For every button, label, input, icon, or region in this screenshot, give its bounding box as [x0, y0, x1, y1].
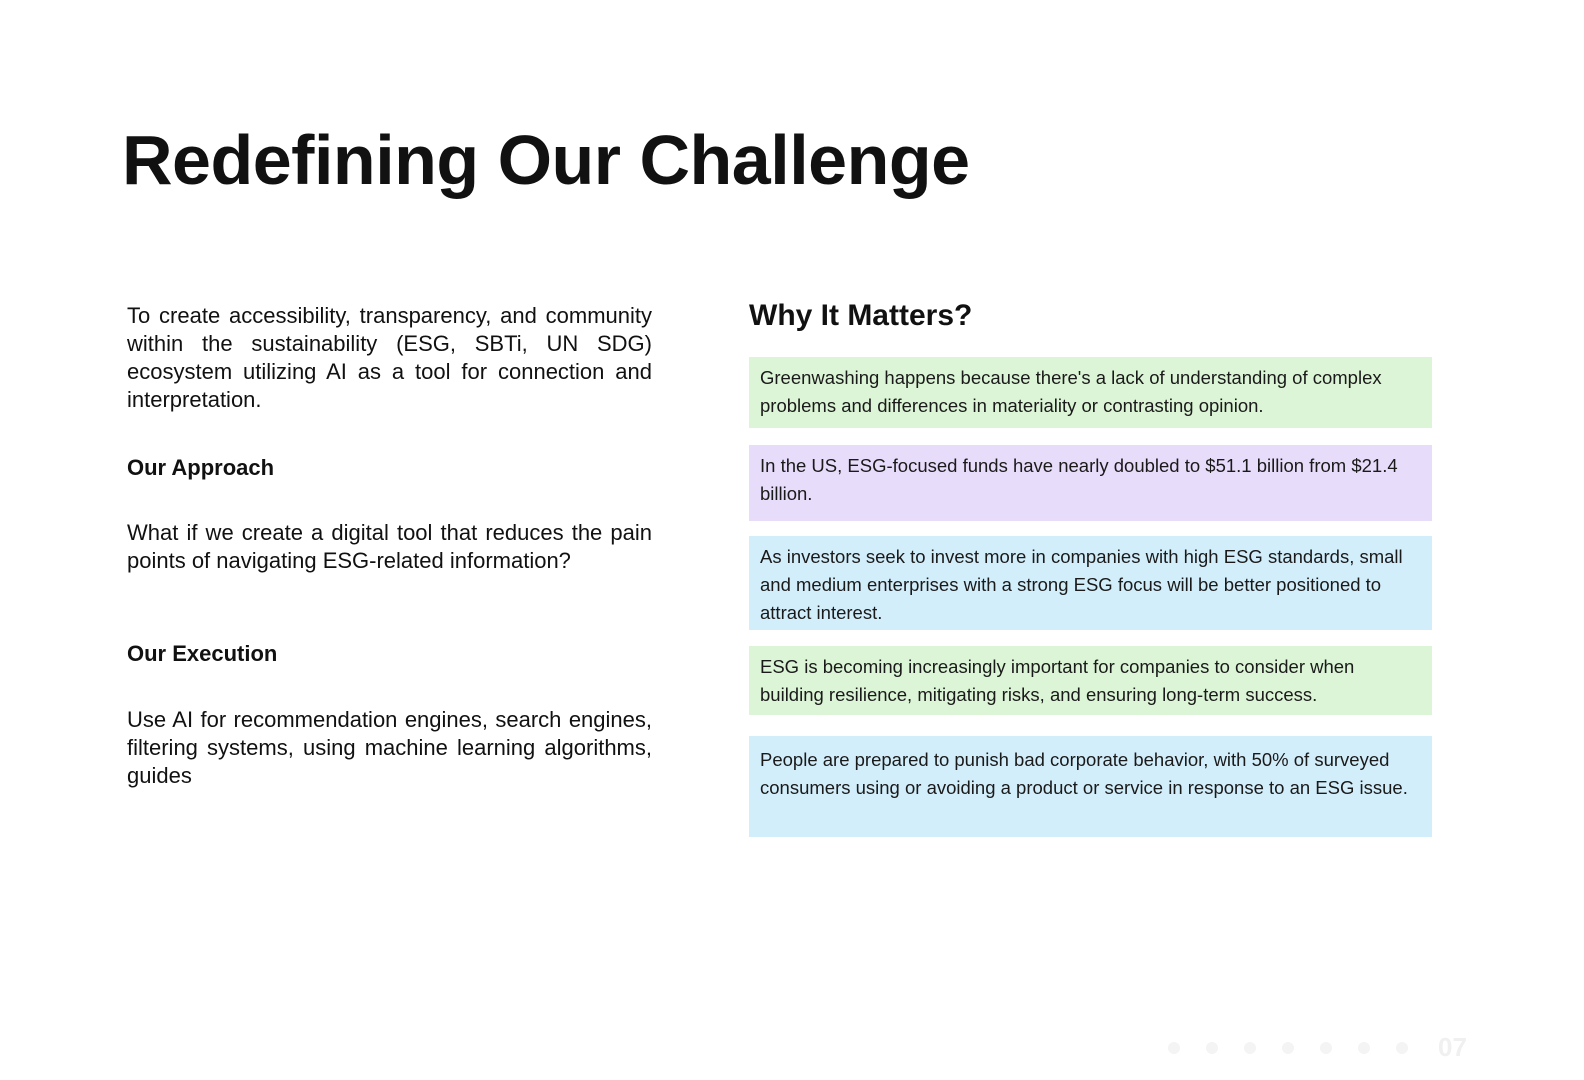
- approach-paragraph: What if we create a digital tool that reduces the pain points of navigating ESG-related information?: [127, 520, 652, 573]
- why-it-matters-heading: Why It Matters?: [749, 299, 973, 332]
- fact-box-investors: As investors seek to invest more in companies with high ESG standards, small and medium enterprises with a strong ESG focus will be better positioned to attract interest.: [749, 536, 1432, 630]
- page-number: 07: [1438, 1032, 1467, 1062]
- fact-box-consumers: People are prepared to punish bad corporate behavior, with 50% of surveyed consumers using or avoiding a product or service in response to an ESG issue.: [749, 736, 1432, 837]
- intro-paragraph: To create accessibility, transparency, and community within the sustainability (ESG, SBTi, UN SDG) ecosystem utilizing AI as a tool for connection and interpretation.: [127, 303, 652, 412]
- page-dot: [1168, 1042, 1180, 1054]
- page-dot: [1320, 1042, 1332, 1054]
- page-indicator: [1168, 1032, 1467, 1063]
- page-dot: [1206, 1042, 1218, 1054]
- execution-heading: Our Execution: [127, 641, 278, 666]
- fact-box-esg-funds: In the US, ESG-focused funds have nearly doubled to $51.1 billion from $21.4 billion.: [749, 445, 1432, 521]
- execution-paragraph: Use AI for recommendation engines, search engines, filtering systems, using machine learning algorithms, guides: [127, 707, 652, 788]
- page-dot: [1358, 1042, 1370, 1054]
- page-title: Redefining Our Challenge: [122, 121, 970, 199]
- page-dot: [1244, 1042, 1256, 1054]
- page-dot: [1396, 1042, 1408, 1054]
- approach-heading: Our Approach: [127, 455, 275, 480]
- fact-box-greenwashing: Greenwashing happens because there's a lack of understanding of complex problems and differences in materiality or contrasting opinion.: [749, 357, 1432, 428]
- fact-box-resilience: ESG is becoming increasingly important for companies to consider when building resilience, mitigating risks, and ensuring long-term success.: [749, 646, 1432, 715]
- page-dot: [1282, 1042, 1294, 1054]
